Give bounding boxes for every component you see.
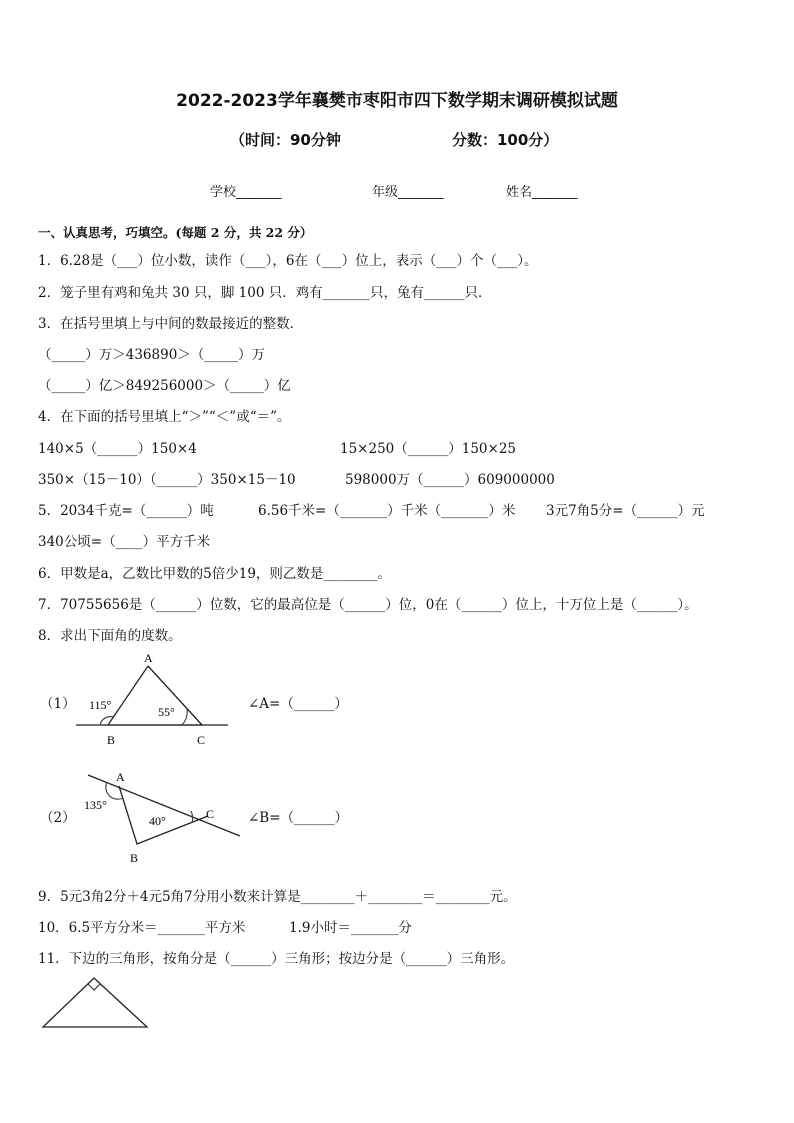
question-4c: 350×（15－10）（______）350×15－10 — [38, 472, 296, 488]
angle-b-answer: ∠B=（______） — [248, 810, 349, 826]
vertex-c-label-2: C — [206, 807, 215, 821]
exam-score: 分数：100分） — [452, 131, 559, 149]
question-2: 2．笼子里有鸡和兔共 30 只，脚 100 只．鸡有_______只，兔有______只． — [38, 285, 492, 301]
vertex-c-label: C — [197, 733, 206, 747]
angle-115-label: 115° — [89, 698, 112, 712]
question-4b: 15×250（______）150×25 — [340, 441, 517, 457]
exam-time: （时间：90分钟 — [230, 131, 341, 149]
angle-40-label: 40° — [149, 814, 166, 828]
question-9: 9．5元3角2分＋4元5角7分用小数来计算是________＋________＝________元。 — [38, 889, 517, 905]
angle-135-label: 135° — [84, 798, 107, 812]
triangle-figure-2 — [80, 768, 250, 868]
triangle-figure-1 — [70, 648, 240, 748]
question-1: 1．6.28是（___）位小数，读作（___），6在（___）位上，表示（___）个（___）。 — [38, 253, 538, 269]
angle-55-label: 55° — [158, 705, 175, 719]
question-11: 11．下边的三角形，按角分是（______）三角形；按边分是（______）三角形。 — [38, 951, 515, 967]
page-title: 2022-2023学年襄樊市枣阳市四下数学期末调研模拟试题 — [176, 91, 618, 111]
question-5c: 3元7角5分=（______）元 — [546, 503, 705, 519]
question-7: 7．70755656是（______）位数，它的最高位是（______）位，0在（______）位上，十万位上是（______）。 — [38, 597, 698, 613]
question-4a: 140×5（______）150×4 — [38, 441, 197, 457]
question-5a: 5．2034千克=（______）吨 — [38, 503, 214, 519]
question-10b: 1.9小时＝_______分 — [289, 920, 412, 936]
question-4d: 598000万（______）609000000 — [345, 472, 555, 488]
angle-a-answer: ∠A=（______） — [248, 696, 348, 712]
vertex-a-label-2: A — [116, 770, 125, 784]
question-5d: 340公顷=（____）平方千米 — [38, 534, 211, 550]
question-3a: （_____）万＞436890＞（_____）万 — [38, 347, 266, 363]
right-triangle-figure — [38, 972, 154, 1032]
figure-2-label: （2） — [40, 810, 76, 826]
section-heading: 一、认真思考，巧填空。(每题 2 分，共 22 分） — [38, 225, 313, 240]
question-4: 4．在下面的括号里填上“＞”“＜”或“＝”。 — [38, 409, 291, 425]
school-field[interactable]: 学校_______ — [210, 185, 282, 200]
question-3: 3．在括号里填上与中间的数最接近的整数． — [38, 316, 304, 332]
question-8: 8．求出下面角的度数。 — [38, 628, 182, 644]
figure-1-label: （1） — [40, 696, 76, 712]
question-6: 6．甲数是a，乙数比甲数的5倍少19，则乙数是________。 — [38, 566, 391, 582]
grade-field[interactable]: 年级_______ — [372, 185, 444, 200]
vertex-a-label: A — [144, 651, 153, 665]
question-3b: （_____）亿＞849256000＞（_____）亿 — [38, 378, 291, 394]
vertex-b-label-2: B — [130, 851, 139, 865]
name-field[interactable]: 姓名_______ — [506, 185, 578, 200]
question-5b: 6.56千米=（_______）千米（_______）米 — [258, 503, 516, 519]
question-10a: 10．6.5平方分米＝_______平方米 — [38, 920, 246, 936]
vertex-b-label: B — [107, 733, 116, 747]
